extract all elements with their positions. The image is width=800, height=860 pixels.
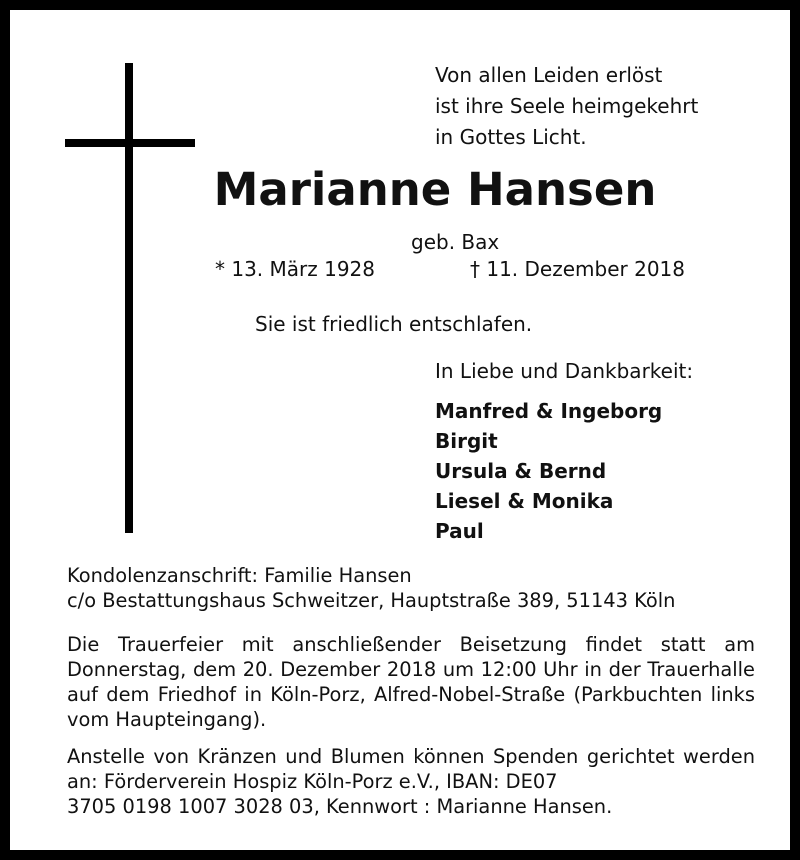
deceased-name: Marianne Hansen [213, 163, 657, 216]
funeral-info: Die Trauerfeier mit anschließender Beisetzung findet statt am Donnerstag, dem 20. Dezember 2018 um 12:00 Uhr in der Trauerhalle auf dem Friedhof in Köln-Porz, Alfred-Nobel-Straße (Parkbuchten links vom Haupteingang). [67, 633, 755, 731]
mourners-intro: In Liebe und Dankbarkeit: [435, 359, 694, 383]
verse-line: ist ihre Seele heimgekehrt [435, 94, 699, 118]
condolence-line: c/o Bestattungshaus Schweitzer, Hauptstraße 389, 51143 Köln [67, 589, 676, 612]
cross-vertical-bar [125, 63, 133, 533]
mourner-name: Ursula & Bernd [435, 459, 607, 483]
condolence-address [67, 563, 675, 613]
donation-text: Anstelle von Kränzen und Blumen können Spenden gerichtet werden an: Förderverein Hospiz Köln-Porz e.V., IBAN: DE07 [67, 745, 755, 793]
mourner-name: Manfred & Ingeborg [435, 399, 663, 423]
born-name: geb. Bax [411, 230, 500, 254]
mourner-name: Paul [435, 519, 484, 543]
condolence-line: Kondolenzanschrift: Familie Hansen [67, 564, 412, 587]
verse-line: in Gottes Licht. [435, 125, 587, 149]
verse-line: Von allen Leiden erlöst [435, 63, 663, 87]
peace-line: Sie ist friedlich entschlafen. [255, 312, 533, 336]
cross-horizontal-bar [65, 139, 195, 147]
death-date: † 11. Dezember 2018 [470, 257, 685, 281]
verse [435, 60, 698, 153]
donation-info [67, 744, 755, 819]
mourners-list [435, 396, 662, 546]
mourner-name: Birgit [435, 429, 498, 453]
birth-date: * 13. März 1928 [215, 257, 376, 281]
donation-account: 3705 0198 1007 3028 03, Kennwort : Marianne Hansen. [67, 795, 613, 818]
mourner-name: Liesel & Monika [435, 489, 614, 513]
